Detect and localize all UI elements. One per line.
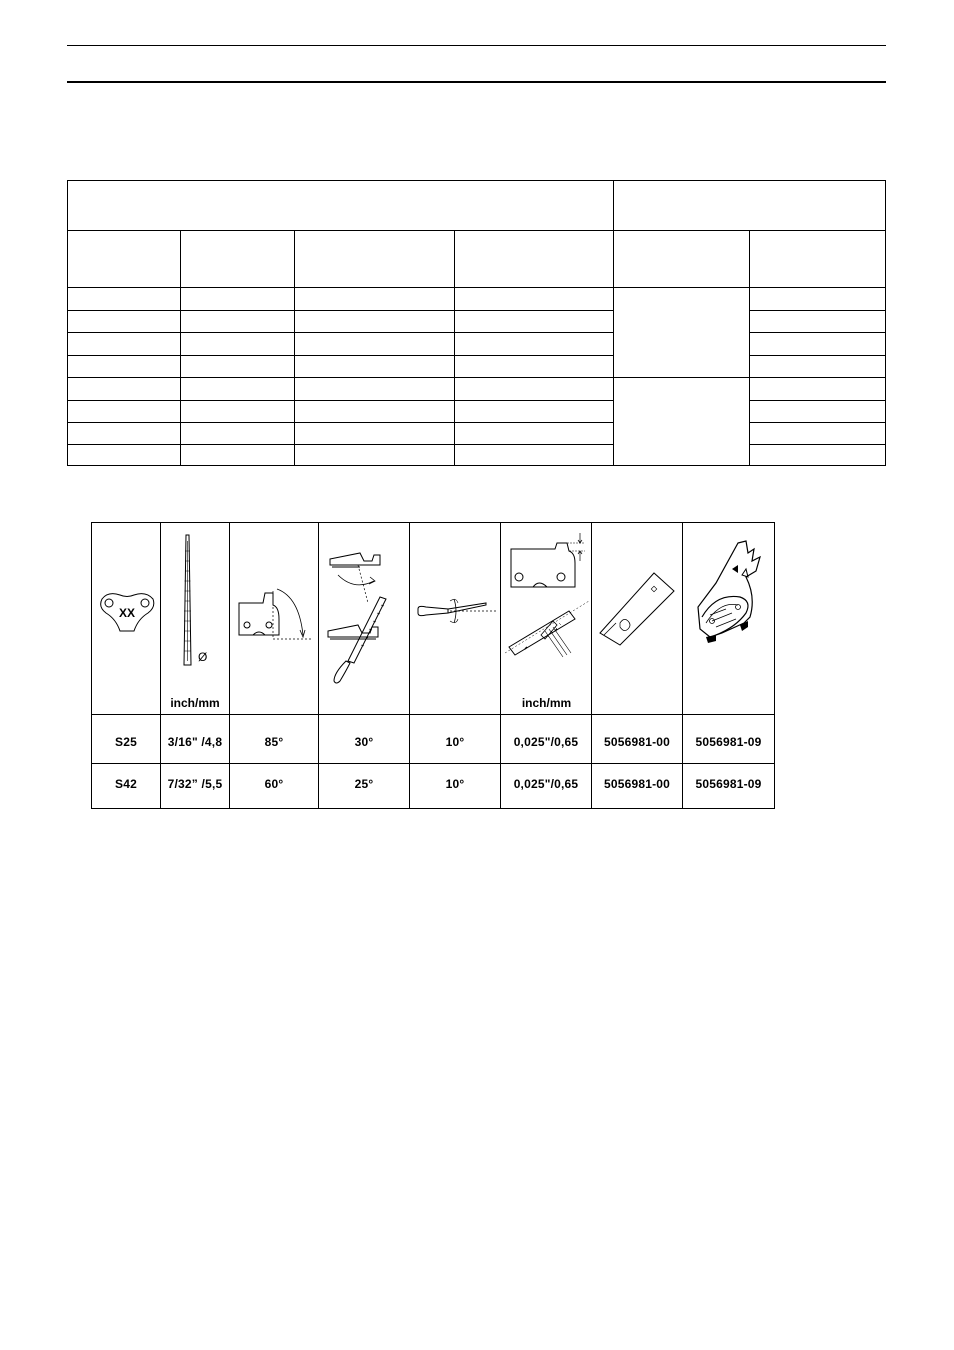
table-rule [68,332,613,333]
table-cell-horizontal-angle: 10° [445,735,465,749]
table-rule [613,181,614,465]
table-rule [92,763,774,764]
table-rule [591,523,592,808]
table-rule [749,332,885,333]
table-rule [68,422,613,423]
table-rule [318,523,319,808]
table-rule [180,230,181,465]
table-cell-depth-gauge: 0,025"/0,65 [513,735,579,749]
table-rule [68,287,885,288]
depth-gauge-unit: inch/mm [521,696,572,710]
table-rule [68,230,885,231]
specification-table [67,180,886,466]
table-rule [749,444,885,445]
header-rule-thin [67,45,886,46]
round-file-icon [176,531,216,671]
file-horizontal-angle-icon [414,593,498,629]
table-cell-depth-gauge: 0,025"/0,65 [513,777,579,791]
table-rule [294,230,295,465]
table-rule [749,310,885,311]
header-rule-thick [67,81,886,83]
depth-gauge-setting-icon [505,531,589,661]
table-rule [500,523,501,808]
table-cell-chain-type: S25 [115,735,137,749]
table-rule [92,714,774,715]
filing-gauge-icon [686,537,772,667]
table-rule [68,444,613,445]
sharpening-table [91,522,775,809]
file-holding-angle-icon [324,545,404,687]
table-rule [68,377,885,378]
file-diameter-unit: inch/mm [170,696,220,710]
top-plate-angle-icon [233,585,315,645]
table-cell-file-diameter: 3/16" /4,8 [167,735,223,749]
table-rule [682,523,683,808]
table-rule [68,355,613,356]
table-cell-file-diameter: 7/32” /5,5 [167,777,223,791]
table-rule [409,523,410,808]
table-rule [454,230,455,465]
depth-gauge-tool-icon [594,567,680,647]
cutter-marking-icon [98,589,156,635]
table-cell-part-number: 5056981-09 [695,735,762,749]
table-cell-chain-type: S42 [115,777,137,791]
table-cell-part-number: 5056981-00 [603,777,671,791]
table-rule [229,523,230,808]
table-rule [68,310,613,311]
cutter-mark: XX [118,606,136,620]
table-rule [749,422,885,423]
table-cell-file-angle: 30° [354,735,374,749]
table-cell-part-number: 5056981-00 [603,735,671,749]
table-rule [68,400,613,401]
table-rule [749,400,885,401]
diameter-symbol: Ø [198,650,208,664]
table-rule [160,523,161,808]
table-cell-file-angle: 25° [354,777,374,791]
table-rule [749,355,885,356]
table-cell-part-number: 5056981-09 [695,777,762,791]
table-cell-horizontal-angle: 10° [445,777,465,791]
table-cell-top-plate-angle: 60° [264,777,284,791]
table-cell-top-plate-angle: 85° [264,735,284,749]
table-rule [749,230,750,465]
